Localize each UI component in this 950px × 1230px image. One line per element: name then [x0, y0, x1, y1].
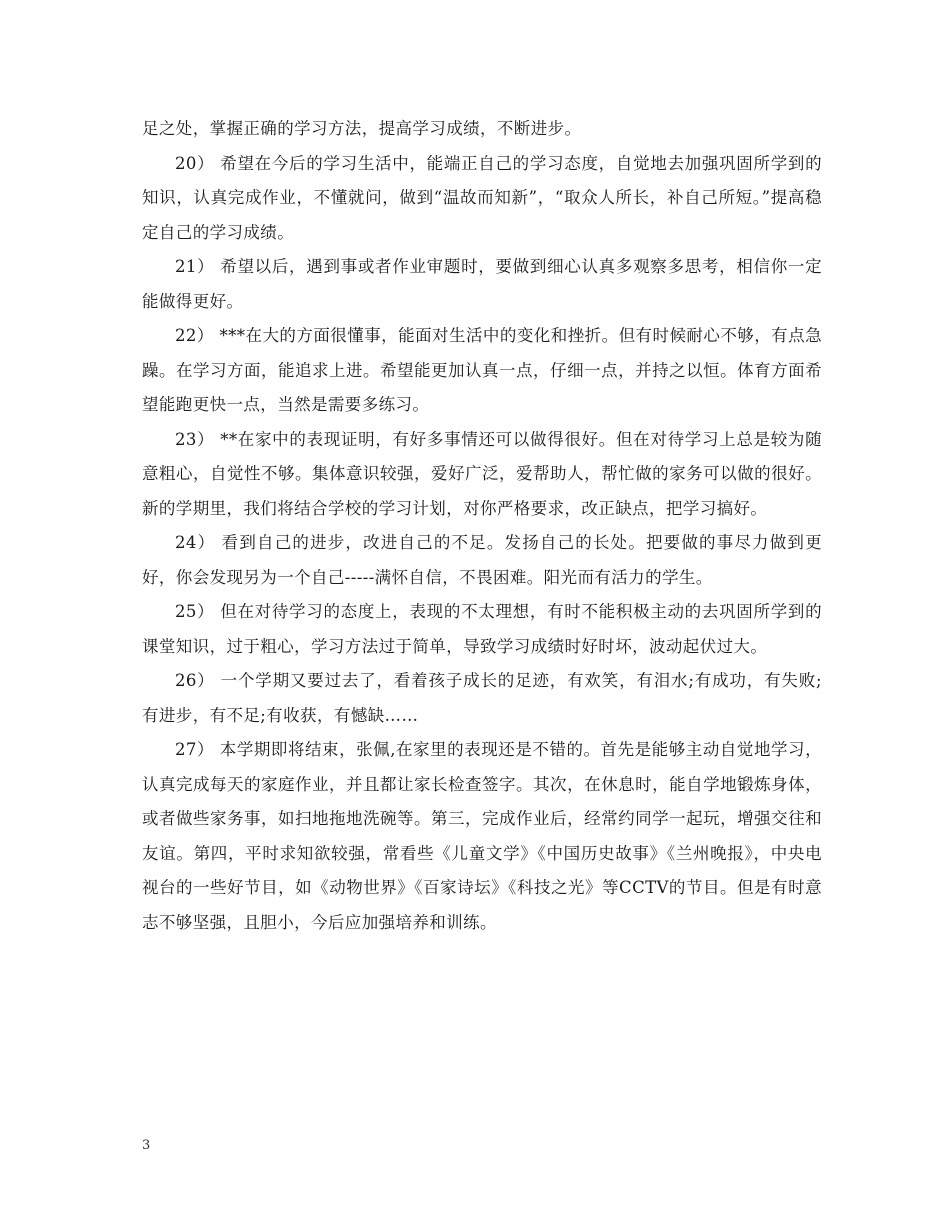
page-number: 3: [142, 1138, 151, 1153]
paragraph-continuation: 足之处，掌握正确的学习方法，提高学习成绩，不断进步。: [142, 119, 582, 138]
paragraph-25: 25） 但在对待学习的态度上，表现的不太理想，有时不能积极主动的去巩固所学到的课堂知识，过于粗心，学习方法过于简单，导致学习成绩时好时坏，波动起伏过大。: [142, 602, 822, 656]
paragraph-26: 26） 一个学期又要过去了，看着孩子成长的足迹，有欢笑，有泪水;有成功，有失败;有进步，有不足;有收获，有憾缺……: [142, 671, 822, 725]
paragraph-24: 24） 看到自己的进步，改进自己的不足。发扬自己的长处。把要做的事尽力做到更好，你会发现另为一个自己-----满怀自信，不畏困难。阳光而有活力的学生。: [142, 533, 822, 587]
document-body: [142, 112, 822, 940]
paragraph-21: 21） 希望以后，遇到事或者作业审题时，要做到细心认真多观察多思考，相信你一定能做得更好。: [142, 257, 822, 311]
paragraph-20: 20） 希望在今后的学习生活中，能端正自己的学习态度，自觉地去加强巩固所学到的知识，认真完成作业，不懂就问，做到“温故而知新”，“取众人所长，补自己所短。”提高稳定自己的学习成绩。: [142, 153, 822, 242]
paragraph-23: 23） **在家中的表现证明，有好多事情还可以做得很好。但在对待学习上总是较为随意粗心，自觉性不够。集体意识较强，爱好广泛，爱帮助人，帮忙做的家务可以做的很好。新的学期里，我们将结合学校的学习计划，对你严格要求，改正缺点，把学习搞好。: [142, 429, 822, 518]
paragraph-22: 22） ***在大的方面很懂事，能面对生活中的变化和挫折。但有时候耐心不够，有点急躁。在学习方面，能追求上进。希望能更加认真一点，仔细一点，并持之以恒。体育方面希望能跑更快一点，当然是需要多练习。: [142, 326, 822, 414]
paragraph-27: 27） 本学期即将结束，张佩,在家里的表现还是不错的。首先是能够主动自觉地学习，认真完成每天的家庭作业，并且都让家长检查签字。其次，在休息时，能自学地锻炼身体，或者做些家务事，如扫地拖地洗碗等。第三，完成作业后，经常约同学一起玩，增强交往和友谊。第四，平时求知欲较强，常看些《儿童文学》《中国历史故事》《兰州晚报》，中央电视台的一些好节目，如《动物世界》《百家诗坛》《科技之光》等CCTV的节目。但是有时意志不够坚强，且胆小，今后应加强培养和训练。: [142, 740, 822, 932]
